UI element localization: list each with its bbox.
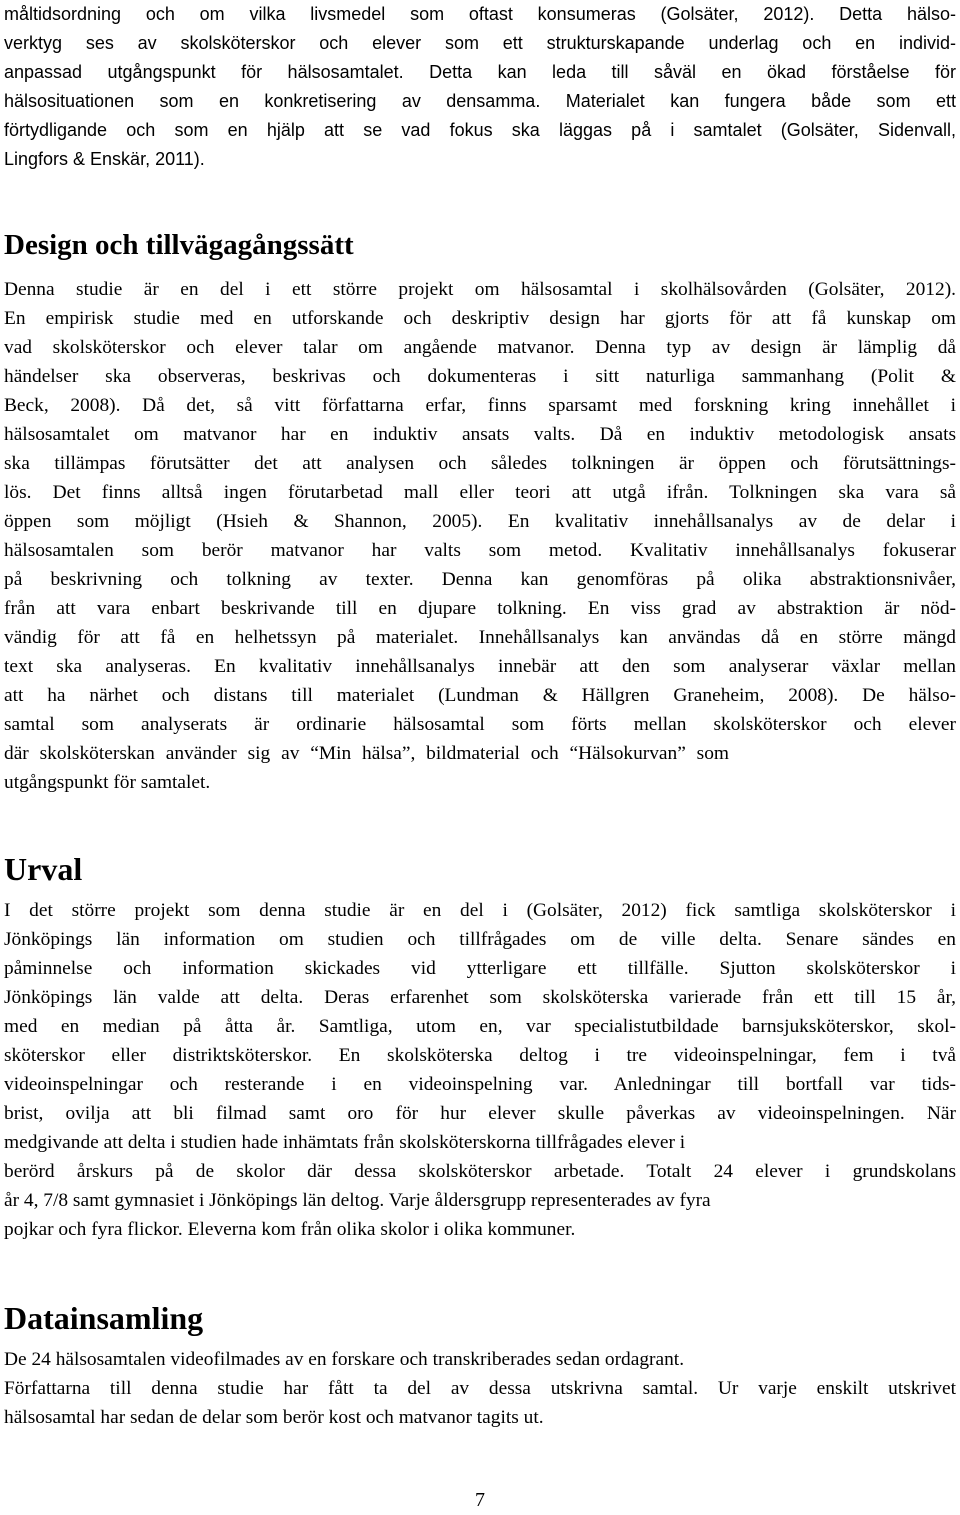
urval-line: med en median på åtta år. Samtliga, utom en, var specialistutbildade barnsjuksköterskor, skol- <box>4 1016 956 1037</box>
design-line: hälsosamtalet om matvanor har en induktiv ansats valts. Då en induktiv metodologisk ansats <box>4 424 956 445</box>
datainsamling-line: De 24 hälsosamtalen videofilmades av en forskare och transkriberades sedan ordagrant. <box>4 1349 685 1370</box>
design-line: från att vara enbart beskrivande till en djupare tolkning. En viss grad av abstraktion är nöd- <box>4 598 956 619</box>
design-line: där skolsköterskan använder sig av “Min hälsa”, bildmaterial och “Hälsokurvan” som <box>4 743 730 764</box>
design-line: samtal som analyserats är ordinarie hälsosamtal som förts mellan skolsköterskor och elever <box>4 714 956 735</box>
urval-line: Jönköpings län information om studien och tillfrågades om de ville delta. Senare sändes en <box>4 929 956 950</box>
datainsamling-paragraph <box>4 1345 956 1432</box>
urval-line: medgivande att delta i studien hade inhämtats från skolsköterskorna tillfrågades elever i <box>4 1132 686 1153</box>
intro-line: anpassad utgångspunkt för hälsosamtalet. Detta kan leda till såväl en ökad förståelse för <box>4 62 956 82</box>
urval-paragraph <box>4 896 956 1244</box>
intro-line: förtydligande och som en hjälp att se vad fokus ska läggas på i samtalet (Golsäter, Sidenvall, <box>4 120 956 140</box>
intro-line: måltidsordning och om vilka livsmedel som oftast konsumeras (Golsäter, 2012). Detta hälso- <box>4 4 956 24</box>
urval-line: videoinspelningar och resterande i en videoinspelning var. Anledningar till bortfall var tids- <box>4 1074 956 1095</box>
urval-line: I det större projekt som denna studie är en del i (Golsäter, 2012) fick samtliga skolsköterskor i <box>4 900 956 921</box>
design-line: ska tillämpas förutsätter det att analysen och således tolkningen är öppen och förutsättnings- <box>4 453 956 474</box>
design-line: vad skolsköterskor och elever talar om angående matvanor. Denna typ av design är lämplig då <box>4 337 956 358</box>
design-line: öppen som möjligt (Hsieh & Shannon, 2005). En kvalitativ innehållsanalys av de delar i <box>4 511 956 532</box>
design-line: händelser ska observeras, beskrivas och dokumenteras i sitt naturliga sammanhang (Polit & <box>4 366 956 387</box>
design-line: utgångspunkt för samtalet. <box>4 772 211 793</box>
design-line: hälsosamtalen som berör matvanor har valts som metod. Kvalitativ innehållsanalys fokuserar <box>4 540 956 561</box>
intro-line: verktyg ses av skolsköterskor och elever som ett strukturskapande underlag och en individ- <box>4 33 956 53</box>
design-line: på beskrivning och tolkning av texter. Denna kan genomföras på olika abstraktionsnivåer, <box>4 569 956 590</box>
datainsamling-line: Författarna till denna studie har fått ta del av dessa utskrivna samtal. Ur varje enskilt utskrivet <box>4 1378 956 1399</box>
urval-line: år 4, 7/8 samt gymnasiet i Jönköpings län deltog. Varje åldersgrupp representerades av fyra <box>4 1190 711 1211</box>
urval-line: berörd årskurs på de skolor där dessa skolsköterskor arbetade. Totalt 24 elever i grundskolans <box>4 1161 956 1182</box>
design-line: Beck, 2008). Då det, så vitt författarna erfar, finns sparsamt med forskning kring innehållet i <box>4 395 956 416</box>
urval-line: brist, ovilja att bli filmad samt oro för hur elever skulle påverkas av videoinspelningen. När <box>4 1103 956 1124</box>
design-paragraph <box>4 275 956 797</box>
design-line: En empirisk studie med en utforskande och deskriptiv design har gjorts för att få kunskap om <box>4 308 956 329</box>
design-line: vändig för att få en helhetssyn på materialet. Innehållsanalys kan användas då en större mängd <box>4 627 956 648</box>
section-heading-datainsamling: Datainsamling <box>4 1300 204 1336</box>
design-line: Denna studie är en del i ett större projekt om hälsosamtal i skolhälsovården (Golsäter, 2012). <box>4 279 956 300</box>
section-heading-design: Design och tillvägagångssätt <box>4 229 354 261</box>
intro-line: Lingfors & Enskär, 2011). <box>4 149 205 169</box>
page-number: 7 <box>475 1489 485 1511</box>
urval-line: sköterskor eller distriktsköterskor. En skolsköterska deltog i tre videoinspelningar, fem i två <box>4 1045 956 1066</box>
urval-line: pojkar och fyra flickor. Eleverna kom från olika skolor i olika kommuner. <box>4 1219 576 1240</box>
intro-line: hälsosituationen som en konkretisering av densamma. Materialet kan fungera både som ett <box>4 91 956 111</box>
design-line: text ska analyseras. En kvalitativ innehållsanalys innebär att den som analyserar växlar mellan <box>4 656 956 677</box>
intro-paragraph <box>4 0 956 174</box>
urval-line: Jönköpings län valde att delta. Deras erfarenhet som skolsköterska varierade från ett till 15 år, <box>4 987 956 1008</box>
design-line: lös. Det finns alltså ingen förutarbetad mall eller teori att utgå ifrån. Tolkningen ska vara så <box>4 482 956 503</box>
datainsamling-line: hälsosamtal har sedan de delar som berör kost och matvanor tagits ut. <box>4 1407 544 1428</box>
urval-line: påminnelse och information skickades vid ytterligare ett tillfälle. Sjutton skolsköterskor i <box>4 958 956 979</box>
section-heading-urval: Urval <box>4 851 83 887</box>
design-line: att ha närhet och distans till materialet (Lundman & Hällgren Graneheim, 2008). De hälso- <box>4 685 956 706</box>
